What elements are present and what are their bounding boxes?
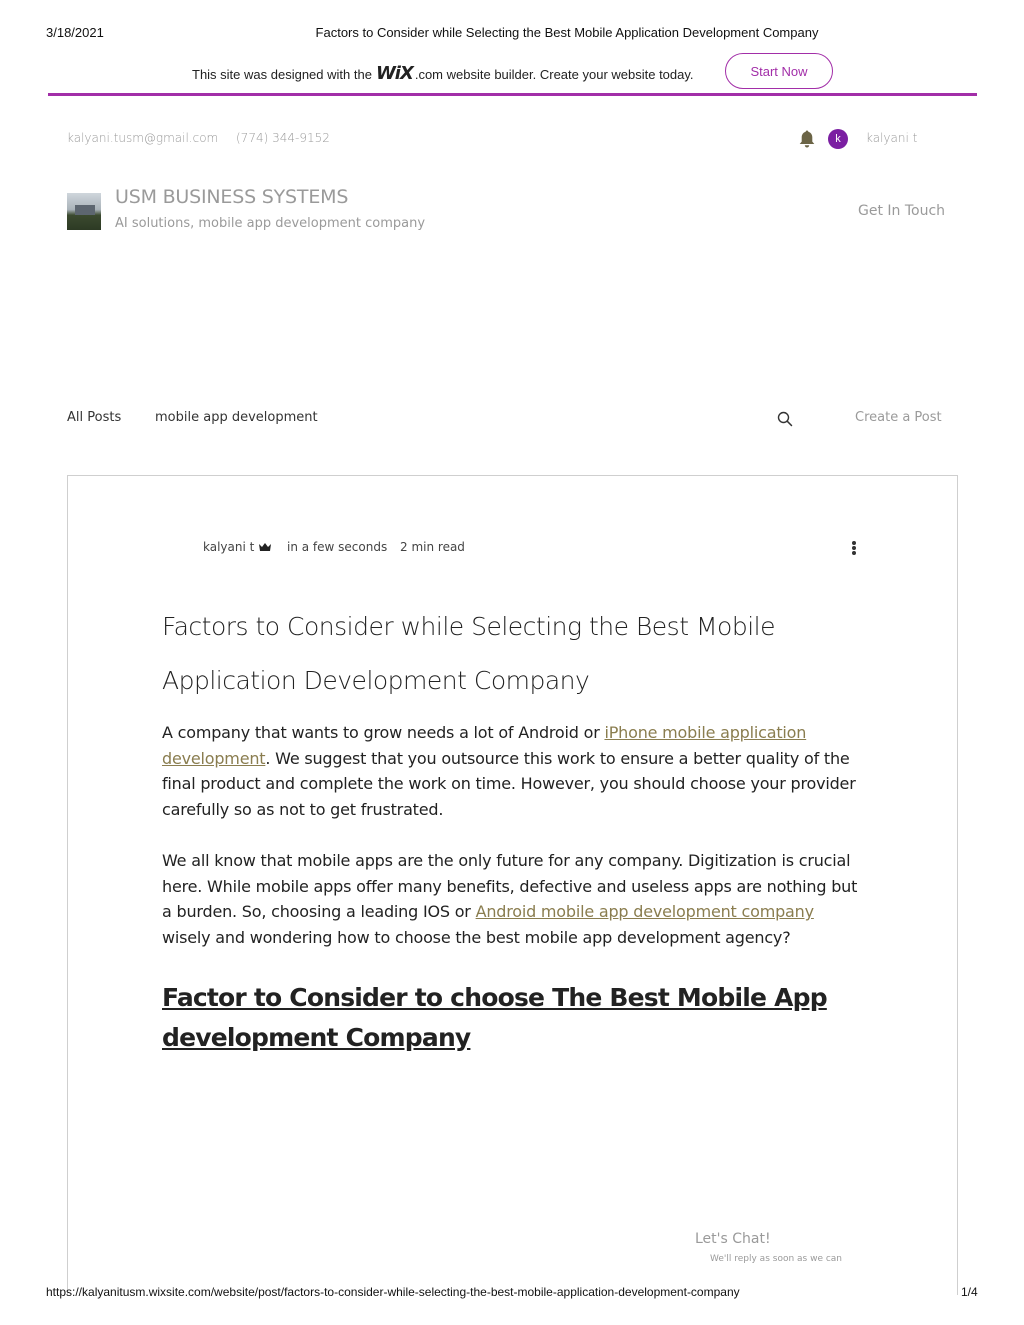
chat-widget-subtitle: We'll reply as soon as we can [710,1254,843,1264]
site-brand-name[interactable]: USM BUSINESS SYSTEMS [115,186,349,208]
nav-all-posts[interactable]: All Posts [67,410,122,425]
bell-icon[interactable] [798,129,816,149]
wix-banner-text-before: This site was designed with the [192,67,372,82]
print-url: https://kalyanitusm.wixsite.com/website/post/factors-to-consider-while-selecting-the-best-mobile-application-development-company [46,1285,740,1299]
wix-banner-text [192,63,694,84]
wix-banner-text-after: .com website builder. Create your website today. [414,67,694,82]
wix-banner-divider [48,93,977,96]
start-now-button[interactable]: Start Now [725,53,833,89]
post-paragraph-2 [162,848,867,951]
p2-text-after: wisely and wondering how to choose the best mobile app development agency? [162,928,791,948]
nav-category-mobile-app-development[interactable]: mobile app development [155,410,318,425]
post-read-time: 2 min read [400,540,465,554]
p1-text-after: . We suggest that you outsource this work to ensure a better quality of the final product and complete the work on time. However, you should choose your provider carefully so as not to get frustrated. [162,748,856,820]
create-post-link[interactable]: Create a Post [855,410,942,425]
android-app-dev-link[interactable]: Android mobile app development company [475,902,814,922]
post-subheading[interactable]: Factor to Consider to choose The Best Mobile App development Company [162,983,827,1052]
p1-text-before: A company that wants to grow needs a lot of Android or [162,723,605,742]
print-page-title: Factors to Consider while Selecting the Best Mobile Application Development Company [315,25,819,40]
iphone-app-dev-link[interactable]: iPhone mobile application development [162,723,807,768]
user-name[interactable]: kalyani t [866,131,918,145]
more-vertical-icon[interactable] [849,540,859,556]
p2-text-before: We all know that mobile apps are the only future for any company. Digitization is crucial here. While mobile apps offer many benefits, defective and useless apps are nothing but a burden. So, choosing a leading IOS or [162,851,858,922]
contact-phone[interactable]: (774) 344-9152 [236,131,330,145]
post-time: in a few seconds [287,540,388,554]
print-page-number: 1/4 [961,1285,978,1299]
post-author[interactable] [203,540,272,554]
post-title: Factors to Consider while Selecting the Best Mobile Application Development Company [162,612,775,695]
chat-widget-title[interactable]: Let's Chat! [695,1231,771,1247]
search-icon[interactable] [777,411,793,427]
crown-icon [258,542,272,552]
post-paragraph-1 [162,720,867,823]
wix-logo: WiX [375,63,413,84]
print-date: 3/18/2021 [46,25,104,40]
site-tagline: AI solutions, mobile app development company [115,216,426,231]
avatar[interactable]: k [828,129,848,149]
post-author-name[interactable]: kalyani t [203,540,255,554]
site-logo-image[interactable] [67,193,101,230]
get-in-touch-link[interactable]: Get In Touch [858,203,946,219]
contact-email[interactable]: kalyani.tusm@gmail.com [67,131,219,145]
